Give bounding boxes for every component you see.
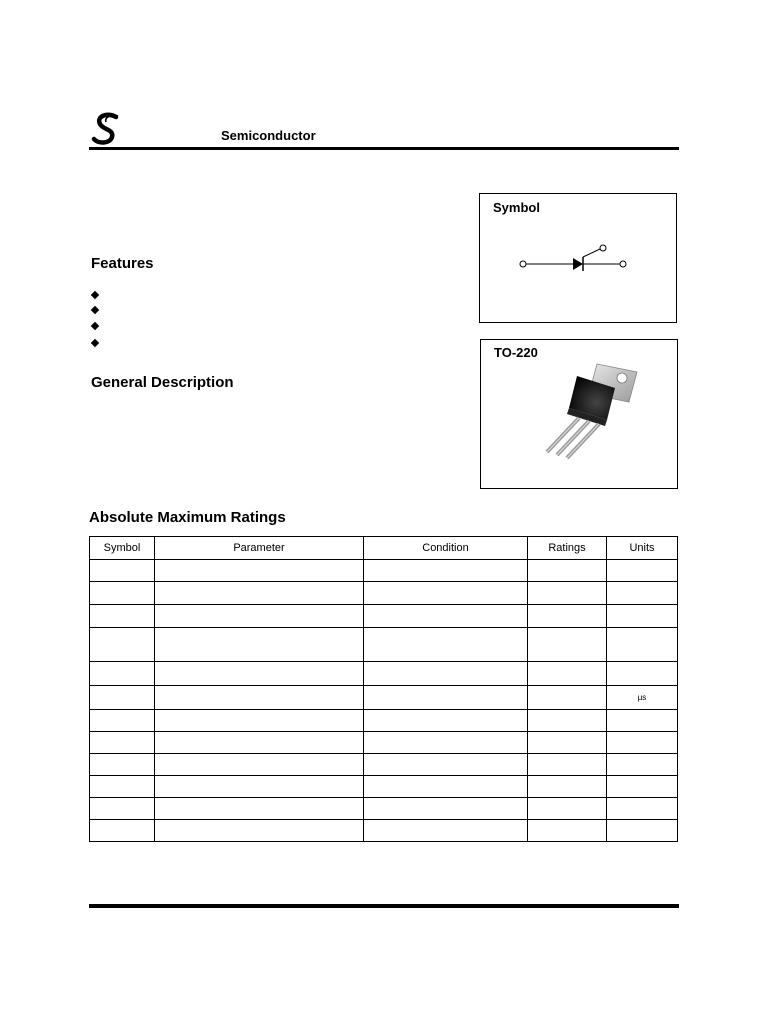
amr-heading: Absolute Maximum Ratings: [89, 509, 286, 526]
col-header-units: Units: [607, 537, 678, 560]
to220-package-icon: [537, 358, 647, 468]
company-name: Semiconductor: [221, 128, 316, 143]
table-row: [90, 776, 678, 798]
table-row: [90, 798, 678, 820]
col-header-symbol: Symbol: [90, 537, 155, 560]
features-heading: Features: [91, 255, 154, 272]
feature-bullet: [91, 291, 99, 299]
table-header-row: [90, 537, 678, 560]
col-header-parameter: Parameter: [155, 537, 364, 560]
table-row: [90, 605, 678, 628]
feature-bullet: [91, 306, 99, 314]
package-box-title: TO-220: [494, 345, 538, 360]
header-rule: [89, 147, 679, 150]
table-row: [90, 628, 678, 662]
general-description-heading: General Description: [91, 374, 234, 391]
ratings-table: [89, 536, 678, 842]
symbol-box-title: Symbol: [493, 200, 540, 215]
table-row: [90, 582, 678, 605]
table-row: [90, 686, 678, 710]
symbol-box: [479, 193, 677, 323]
col-header-ratings: Ratings: [528, 537, 607, 560]
company-logo: [90, 112, 124, 146]
feature-bullet: [91, 339, 99, 347]
package-box: [480, 339, 678, 489]
units-cell: µs: [607, 686, 678, 710]
table-row: [90, 662, 678, 686]
footer-rule: [89, 904, 679, 908]
table-row: [90, 754, 678, 776]
scr-symbol-icon: [516, 240, 636, 276]
col-header-condition: Condition: [364, 537, 528, 560]
table-row: [90, 732, 678, 754]
table-row: [90, 820, 678, 842]
table-row: [90, 560, 678, 582]
feature-bullet: [91, 322, 99, 330]
table-row: [90, 710, 678, 732]
